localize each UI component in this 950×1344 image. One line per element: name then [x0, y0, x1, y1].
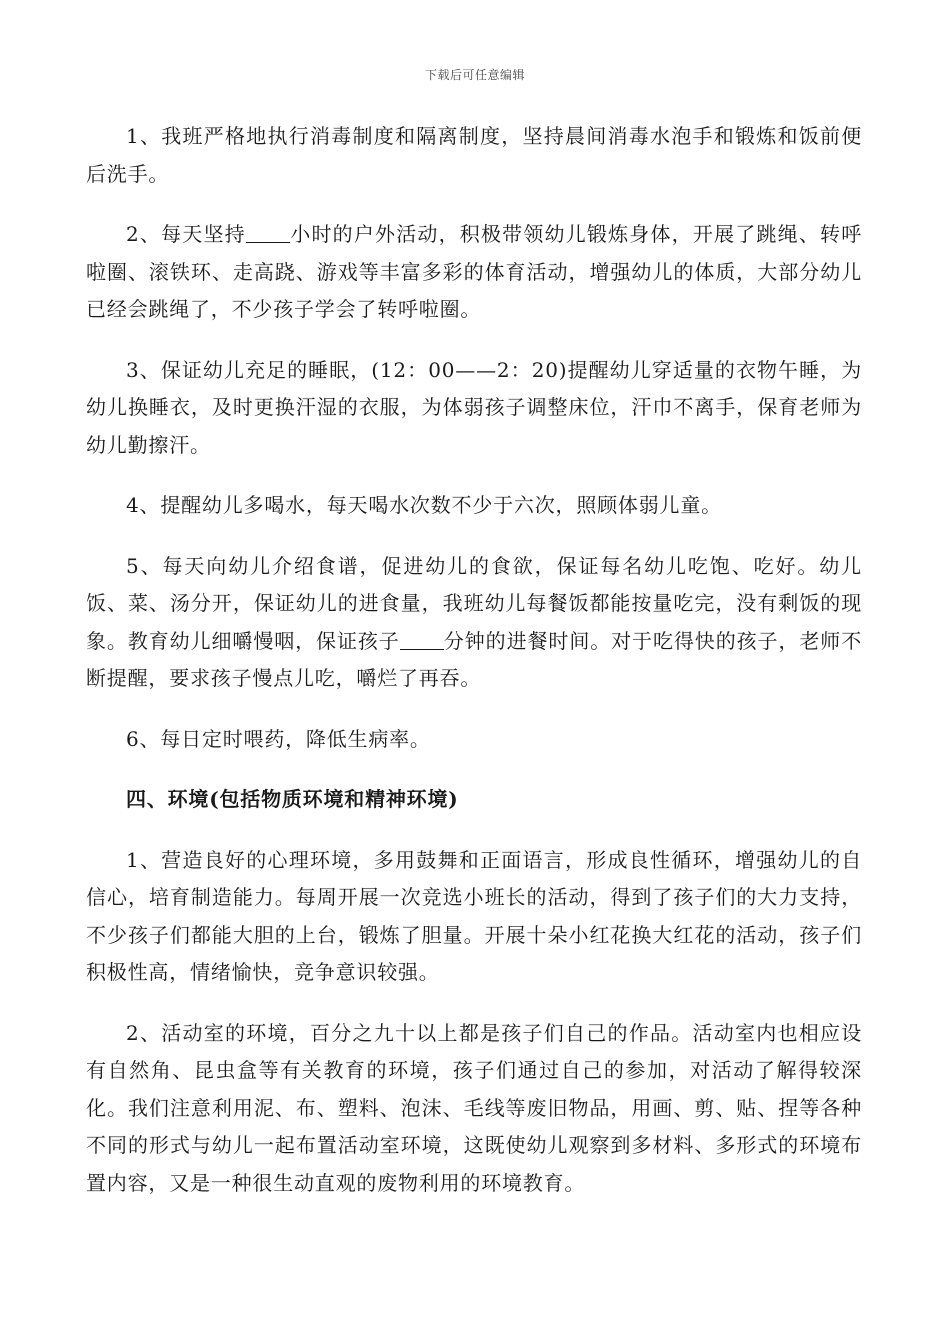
- paragraph-hygiene-2-start: 2、每天坚持: [126, 222, 246, 246]
- paragraph-hygiene-4: 4、提醒幼儿多喝水，每天喝水次数不少于六次，照顾体弱儿童。: [126, 493, 722, 517]
- fill-in-blank-minutes: [400, 629, 444, 650]
- paragraph-environment-1: 1、营造良好的心理环境，多用鼓舞和正面语言，形成良性循环，增强幼儿的自信心，培育制造能力。每周开展一次竞选小班长的活动，得到了孩子们的大力支持，不少孩子们都能大胆的上台，锻炼了胆量。开展十朵小红花换大红花的活动，孩子们积极性高，情绪愉快，竞争意识较强。: [86, 847, 862, 984]
- paragraph-environment-2: 2、活动室的环境，百分之九十以上都是孩子们自己的作品。活动室内也相应设有自然角、昆虫盒等有关教育的环境，孩子们通过自己的参加，对活动了解得较深化。我们注意利用泥、布、塑料、泡沫、毛线等废旧物品，用画、剪、贴、捏等各种不同的形式与幼儿一起布置活动室环境，这既使幼儿观察到多材料、多形式的环境布置内容，又是一种很生动直观的废物利用的环境教育。: [86, 1020, 862, 1195]
- section-heading-environment: 四、环境(包括物质环境和精神环境): [126, 787, 459, 811]
- paragraph-hygiene-5-rest: 分钟的进餐时间。对于吃得快的孩子，老师不断提醒，要求孩子慢点儿吃，嚼烂了再吞。: [86, 628, 863, 690]
- fill-in-blank-hours: [246, 222, 290, 243]
- paragraph-hygiene-3: 3、保证幼儿充足的睡眠，(12：00——2：20)提醒幼儿穿适量的衣物午睡，为幼儿换睡衣，及时更换汗湿的衣服，为体弱孩子调整床位，汗巾不离手，保育老师为幼儿勤擦汗。: [86, 357, 862, 457]
- paragraph-hygiene-2-rest: 小时的户外活动，积极带领幼儿锻炼身体，开展了跳绳、转呼啦圈、滚铁环、走高跷、游戏等丰富多彩的体育活动，增强幼儿的体质，大部分幼儿已经会跳绳了，不少孩子学会了转呼啦圈。: [86, 222, 862, 321]
- paragraph-hygiene-5-start: 5、每天向幼儿介绍食谱，促进幼儿的食欲，保证每名幼儿吃饱、吃好。幼儿饭、菜、汤分开，保证幼儿的进食量，我班幼儿每餐饭都能按量吃完，没有剩饭的现象。教育幼儿细嚼慢咽，保证孩子: [86, 553, 862, 653]
- header-note: 下载后可任意编辑: [424, 68, 525, 82]
- document-body: [86, 118, 862, 1225]
- paragraph-hygiene-2: [86, 216, 862, 329]
- paragraph-hygiene-6: 6、每日定时喂药，降低生病率。: [126, 726, 431, 751]
- paragraph-hygiene-5: [86, 548, 862, 698]
- paragraph-hygiene-1: 1、我班严格地执行消毒制度和隔离制度，坚持晨间消毒水泡手和锻炼和饭前便后洗手。: [86, 124, 862, 186]
